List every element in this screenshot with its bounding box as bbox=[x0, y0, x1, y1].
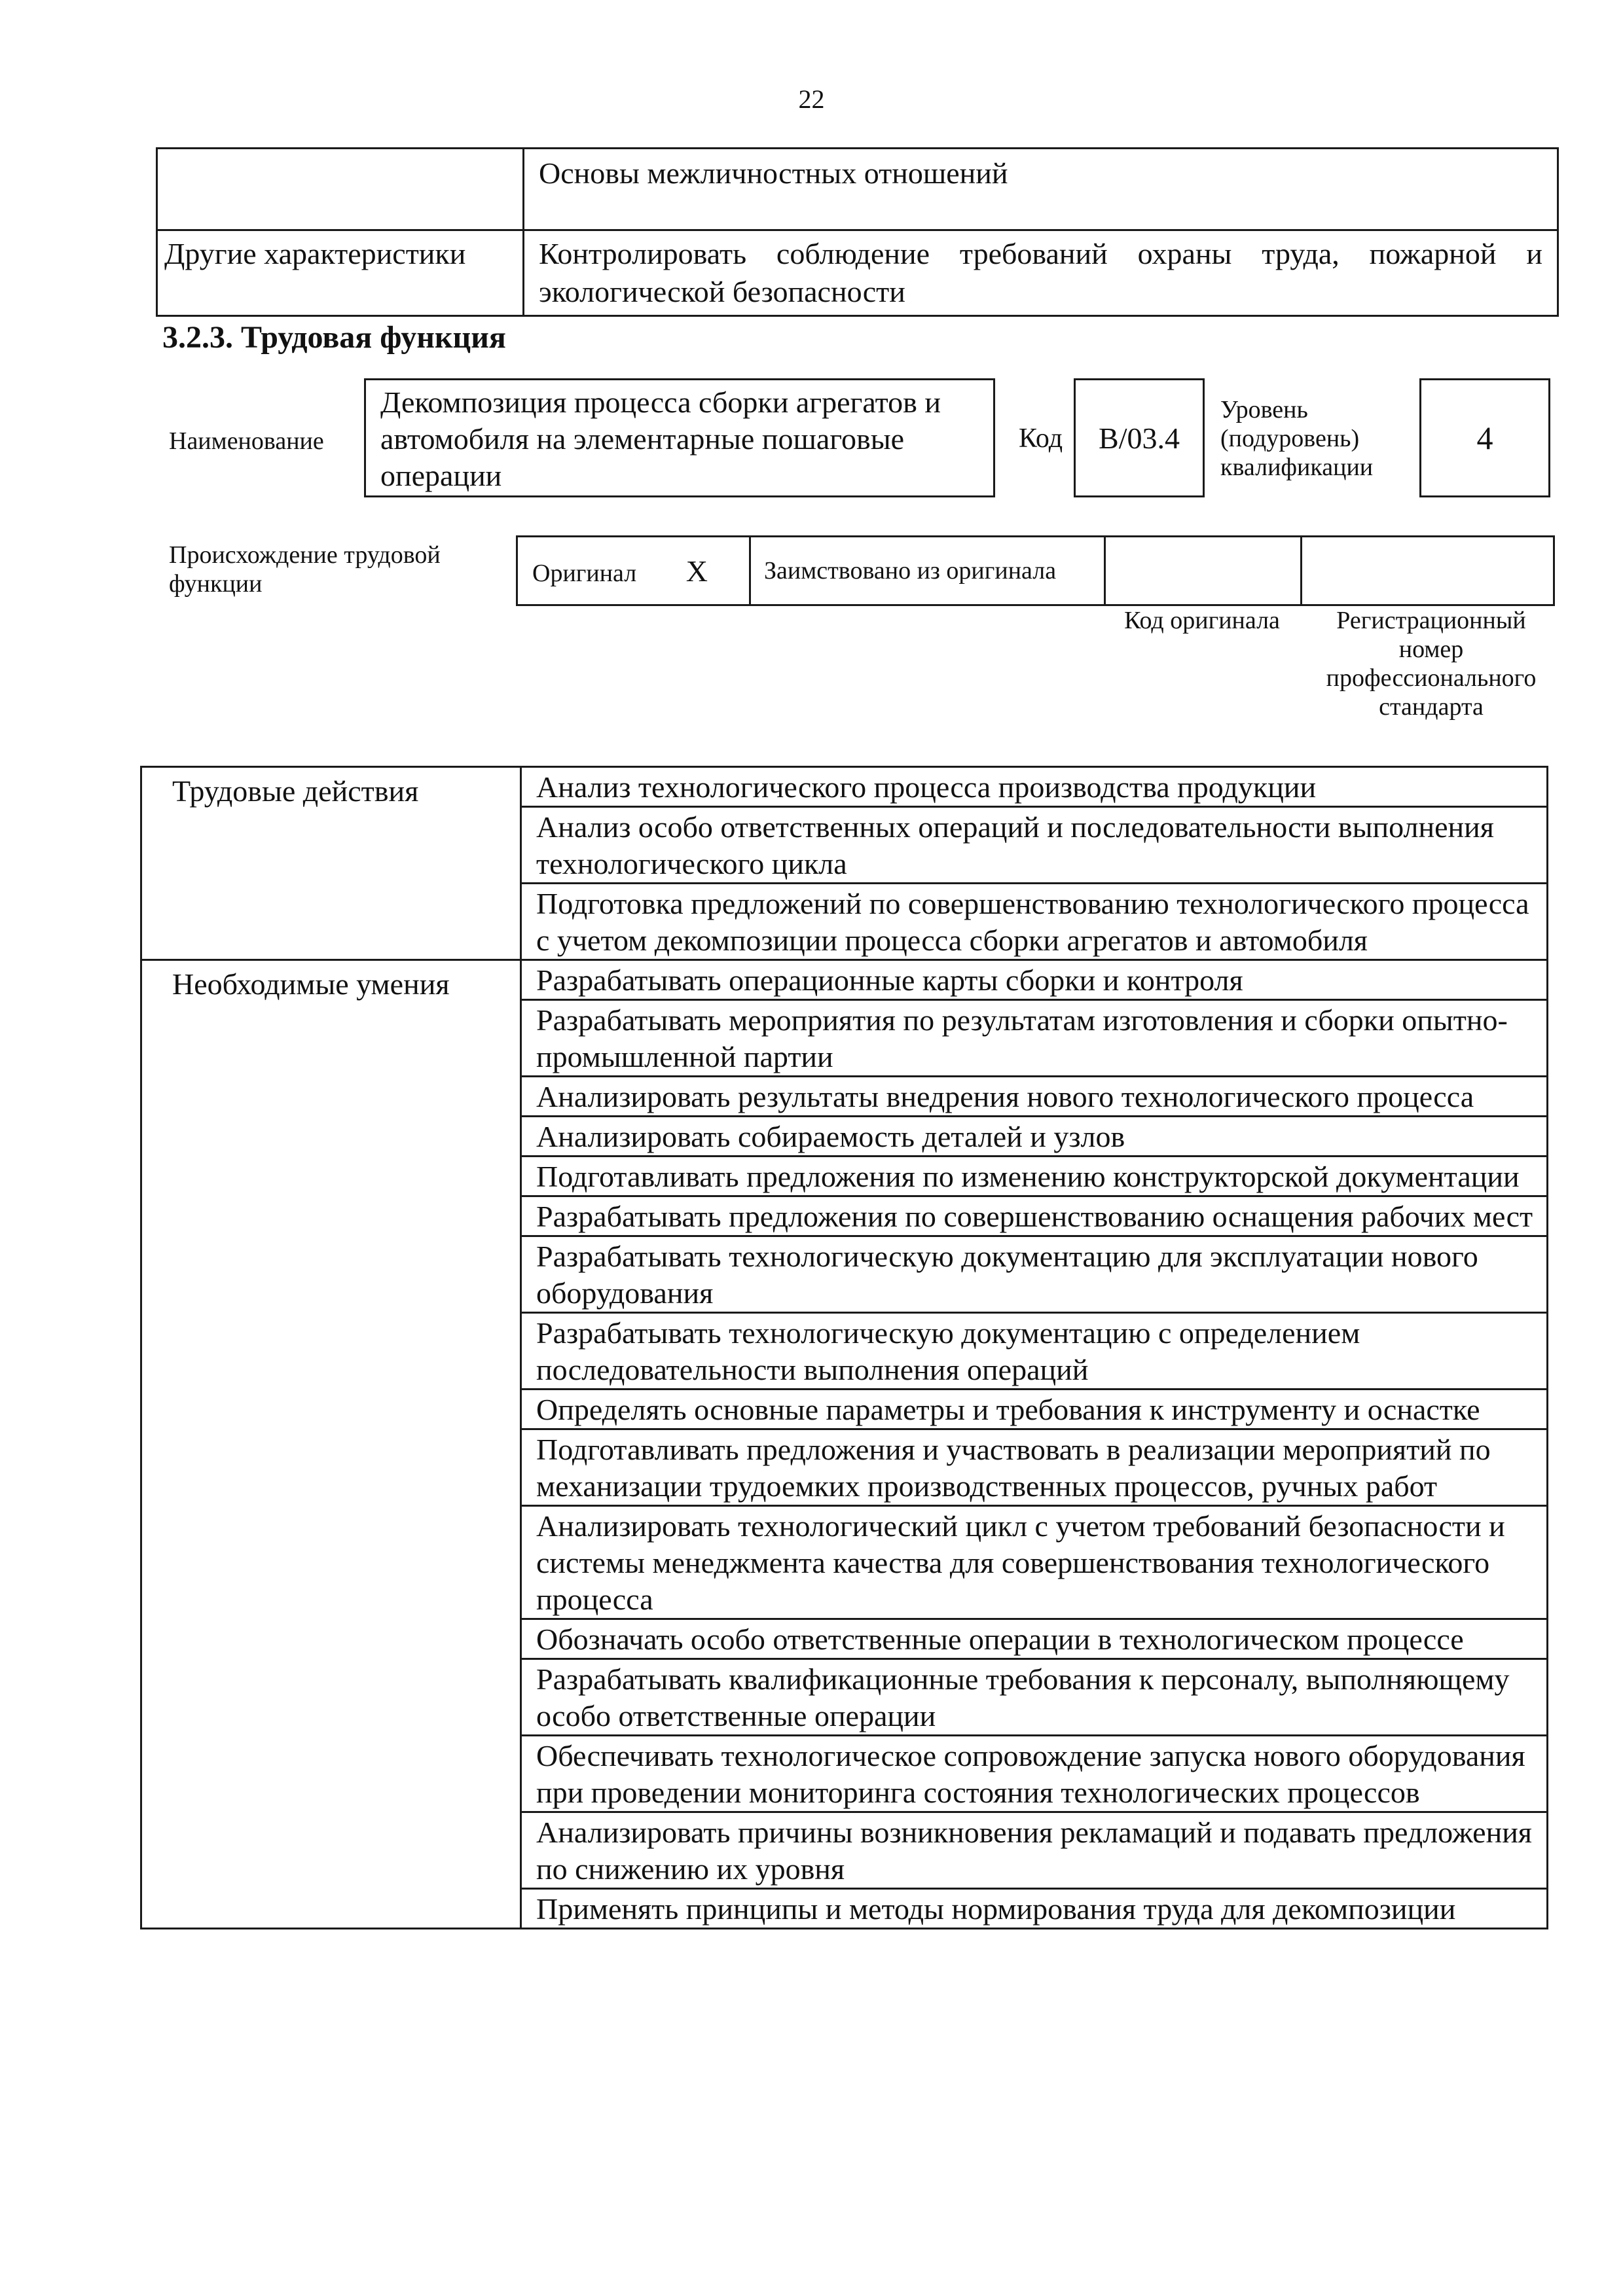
list-item: Разрабатывать квалификационные требования к персоналу, выполняющему особо ответственные операции bbox=[522, 1660, 1546, 1736]
actions-label: Трудовые действия bbox=[141, 767, 521, 960]
code-original-cell bbox=[1105, 537, 1302, 605]
function-name-box bbox=[364, 378, 995, 497]
row-label bbox=[157, 149, 524, 230]
section-heading: 3.2.3. Трудовая функция bbox=[162, 320, 506, 355]
list-item: Анализировать причины возникновения рекламаций и подавать предложения по снижению их уровня bbox=[522, 1813, 1546, 1890]
list-item: Подготавливать предложения по изменению конструкторской документации bbox=[522, 1157, 1546, 1197]
skills-list bbox=[521, 960, 1548, 1929]
reg-number-caption: Регистрационный номер профессионального стандарта bbox=[1326, 607, 1537, 721]
table-row bbox=[157, 149, 1558, 230]
table-row bbox=[141, 767, 1548, 960]
top-characteristics-table bbox=[156, 147, 1559, 317]
list-item: Применять принципы и методы нормирования труда для декомпозиции bbox=[536, 1892, 1456, 1926]
table-row bbox=[157, 230, 1558, 316]
table-row bbox=[141, 960, 1548, 1929]
borrowed-label: Заимствовано из оригинала bbox=[750, 537, 1105, 605]
table-row bbox=[517, 537, 1554, 605]
list-item: Разрабатывать предложения по совершенствованию оснащения рабочих мест bbox=[522, 1197, 1546, 1237]
list-item: Разрабатывать технологическую документацию для эксплуатации нового оборудования bbox=[522, 1237, 1546, 1314]
list-item: Подготавливать предложения и участвовать в реализации мероприятий по механизации трудоемких производственных процессов, ручных работ bbox=[522, 1430, 1546, 1507]
list-item: Анализировать собираемость деталей и узлов bbox=[522, 1117, 1546, 1157]
name-label: Наименование bbox=[169, 427, 324, 455]
row-value: Основы межличностных отношений bbox=[524, 149, 1558, 230]
code-label: Код bbox=[1019, 423, 1063, 454]
other-characteristics-value: Контролировать соблюдение требований охраны труда, пожарной и экологической безопасности bbox=[524, 230, 1558, 316]
origin-label: Происхождение трудовой функции bbox=[169, 541, 441, 598]
function-name-value: Декомпозиция процесса сборки агрегатов и автомобиля на элементарные пошаговые операции bbox=[380, 386, 941, 492]
list-item: Анализировать технологический цикл с учетом требований безопасности и системы менеджмента качества для совершенствования технологического процесса bbox=[522, 1507, 1546, 1620]
list-item: Разрабатывать операционные карты сборки и контроля bbox=[522, 961, 1546, 1001]
original-label: Оригинал bbox=[532, 559, 637, 587]
original-mark: X bbox=[685, 554, 708, 588]
skills-label: Необходимые умения bbox=[141, 960, 521, 1929]
code-value: В/03.4 bbox=[1099, 421, 1180, 455]
actions-list bbox=[521, 767, 1548, 960]
list-item: Разрабатывать технологическую документацию с определением последовательности выполнения операций bbox=[522, 1314, 1546, 1390]
list-item: Обозначать особо ответственные операции в технологическом процессе bbox=[522, 1620, 1546, 1660]
origin-original-cell bbox=[517, 537, 750, 605]
level-label: Уровень (подуровень) квалификации bbox=[1220, 396, 1374, 481]
code-original-caption: Код оригинала bbox=[1124, 607, 1280, 634]
level-value: 4 bbox=[1476, 420, 1493, 456]
list-item: Обеспечивать технологическое сопровождение запуска нового оборудования при проведении мониторинга состояния технологических процессов bbox=[522, 1736, 1546, 1813]
page-number: 22 bbox=[798, 84, 825, 114]
origin-table bbox=[516, 535, 1555, 606]
list-item: Подготовка предложений по совершенствованию технологического процесса с учетом декомпозиции процесса сборки агрегатов и автомобиля bbox=[536, 887, 1529, 957]
list-item: Определять основные параметры и требования к инструменту и оснастке bbox=[522, 1390, 1546, 1430]
list-item: Разрабатывать мероприятия по результатам изготовления и сборки опытно-промышленной партии bbox=[522, 1001, 1546, 1077]
labor-function-table bbox=[140, 766, 1548, 1929]
list-item: Анализ особо ответственных операций и последовательности выполнения технологического цикла bbox=[522, 808, 1546, 884]
level-box bbox=[1419, 378, 1550, 497]
other-characteristics-label: Другие характеристики bbox=[157, 230, 524, 316]
code-box bbox=[1074, 378, 1205, 497]
list-item: Анализ технологического процесса производства продукции bbox=[522, 768, 1546, 808]
list-item: Анализировать результаты внедрения нового технологического процесса bbox=[522, 1077, 1546, 1117]
reg-number-cell bbox=[1302, 537, 1554, 605]
